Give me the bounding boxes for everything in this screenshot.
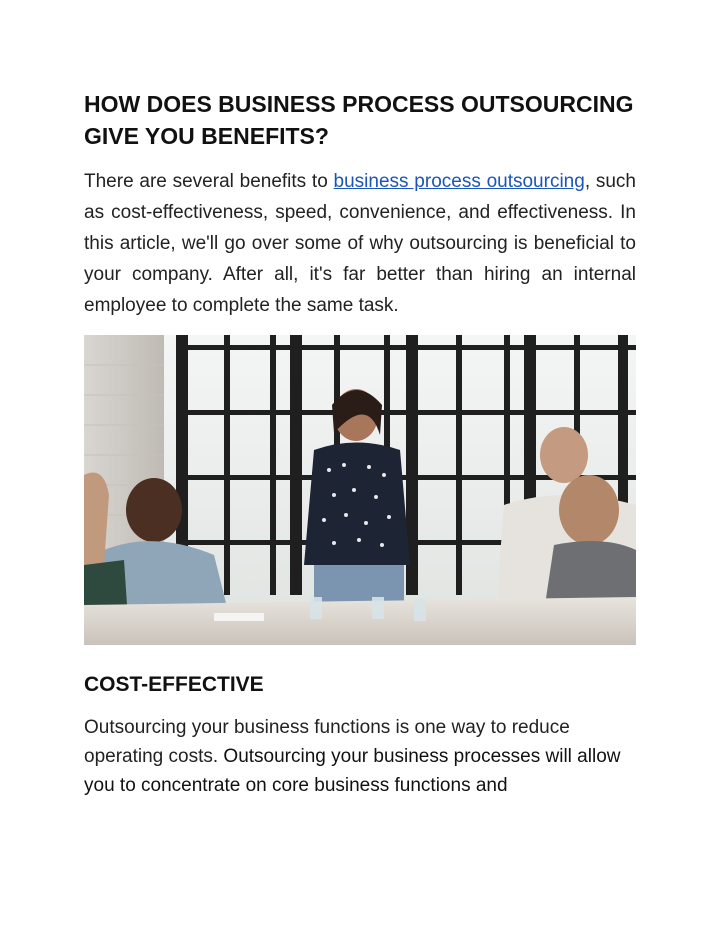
section-heading: COST-EFFECTIVE bbox=[84, 673, 264, 696]
business-process-outsourcing-link[interactable]: business process outsourcing bbox=[333, 171, 585, 192]
section-text-emph: Outsourcing your business processes will allow you to concentrate on core business functions and bbox=[84, 746, 621, 796]
intro-paragraph bbox=[84, 166, 636, 321]
section-text-period: . bbox=[212, 746, 224, 767]
section-text-plain: Outsourcing your business functions is one way to reduce operating costs bbox=[84, 717, 570, 767]
document-page bbox=[84, 0, 636, 800]
article-title: HOW DOES BUSINESS PROCESS OUTSOURCING GIVE YOU BENEFITS? bbox=[84, 91, 634, 149]
meeting-photo bbox=[84, 335, 636, 645]
intro-text-start: There are several benefits to bbox=[84, 171, 334, 192]
intro-text-rest: , such as cost-effectiveness, speed, convenience, and effectiveness. In this article, we'll go over some of why outsourcing is beneficial to your company. After all, it's far better than hiring an internal employee to complete the same task. bbox=[84, 171, 636, 316]
section-paragraph bbox=[84, 713, 636, 800]
